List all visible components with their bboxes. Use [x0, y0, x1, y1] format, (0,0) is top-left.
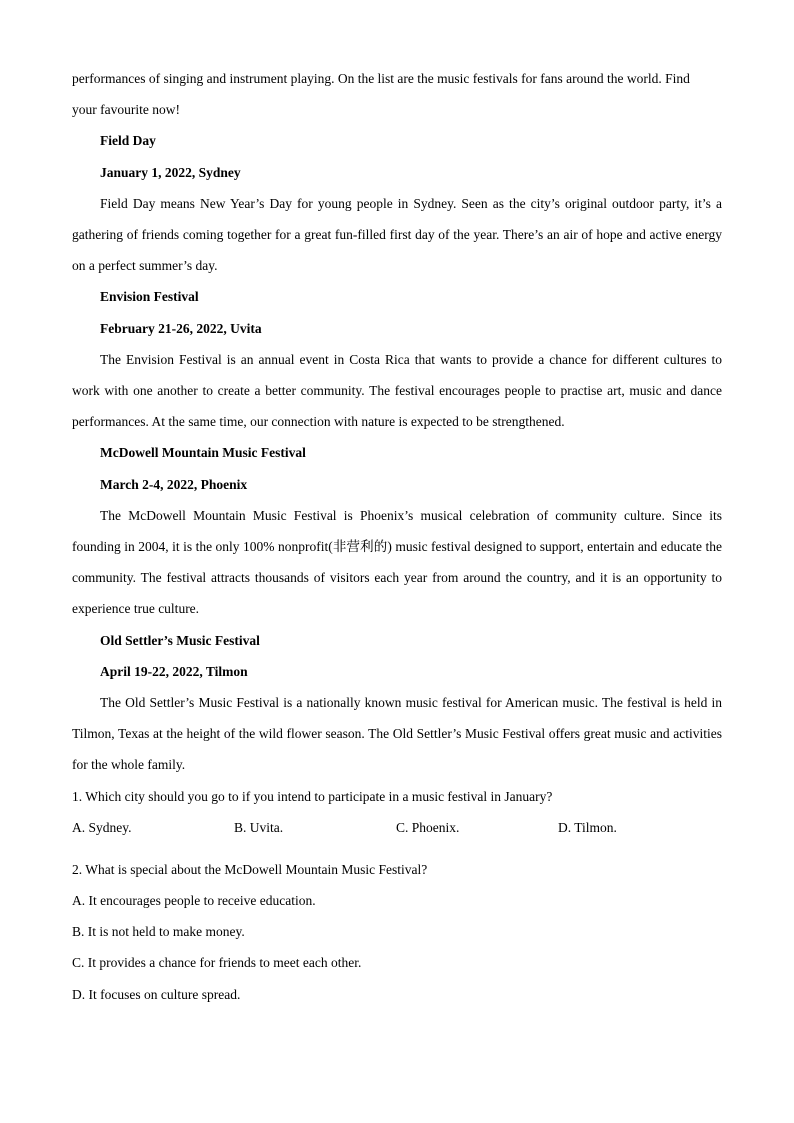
reading-passage	[72, 63, 722, 1010]
answer-options	[72, 812, 722, 854]
festival-mcdowell	[72, 437, 722, 624]
option-b: B. Uvita.	[234, 819, 284, 835]
festival-title: Field Day	[100, 133, 156, 149]
intro-line-1: performances of singing and instrument playing. On the list are the music festivals for fans around the world. Find	[72, 71, 690, 86]
option-a: A. It encourages people to receive education.	[72, 893, 316, 909]
option-b: B. It is not held to make money.	[72, 924, 245, 940]
festival-title: Envision Festival	[100, 289, 199, 305]
festival-field-day	[72, 125, 722, 281]
intro-line-2: your favourite now!	[72, 102, 180, 118]
question-2	[72, 854, 722, 1010]
festival-old-settlers	[72, 625, 722, 781]
festival-date: January 1, 2022, Sydney	[100, 164, 241, 180]
festival-description: Field Day means New Year’s Day for young people in Sydney. Seen as the city’s original outdoor party, it’s a gathering of friends coming together for a great fun-filled first day of the year. There’s an air of hope and active energy on a perfect summer’s day.	[72, 195, 722, 274]
festival-description: The McDowell Mountain Music Festival is Phoenix’s musical celebration of community culture. Since its founding in 2004, it is the only 100% nonprofit(非营利的) music festival designed to support, entertain and educate the community. The festival attracts thousands of visitors each year from around the country, and it is an opportunity to experience true culture.	[72, 507, 722, 617]
question-1	[72, 781, 722, 854]
option-c: C. Phoenix.	[396, 819, 460, 835]
option-c: C. It provides a chance for friends to meet each other.	[72, 955, 362, 971]
festival-envision	[72, 281, 722, 437]
option-d: D. Tilmon.	[558, 819, 617, 835]
question-stem: 2. What is special about the McDowell Mountain Music Festival?	[72, 861, 428, 877]
festival-date: April 19-22, 2022, Tilmon	[100, 663, 248, 679]
festival-title: Old Settler’s Music Festival	[100, 632, 260, 648]
festival-date: March 2-4, 2022, Phoenix	[100, 476, 248, 492]
option-a: A. Sydney.	[72, 819, 132, 835]
festival-date: February 21-26, 2022, Uvita	[100, 320, 262, 336]
festival-title: McDowell Mountain Music Festival	[100, 445, 306, 461]
question-stem: 1. Which city should you go to if you intend to participate in a music festival in January?	[72, 788, 553, 804]
festival-description: The Old Settler’s Music Festival is a nationally known music festival for American music. The festival is held in Tilmon, Texas at the height of the wild flower season. The Old Settler’s Music Festival offers great music and activities for the whole family.	[72, 695, 722, 773]
festival-description: The Envision Festival is an annual event in Costa Rica that wants to provide a chance for different cultures to work with one another to create a better community. The festival encourages people to practise art, music and dance performances. At the same time, our connection with nature is expected to be strengthened.	[72, 351, 722, 430]
option-d: D. It focuses on culture spread.	[72, 986, 241, 1002]
